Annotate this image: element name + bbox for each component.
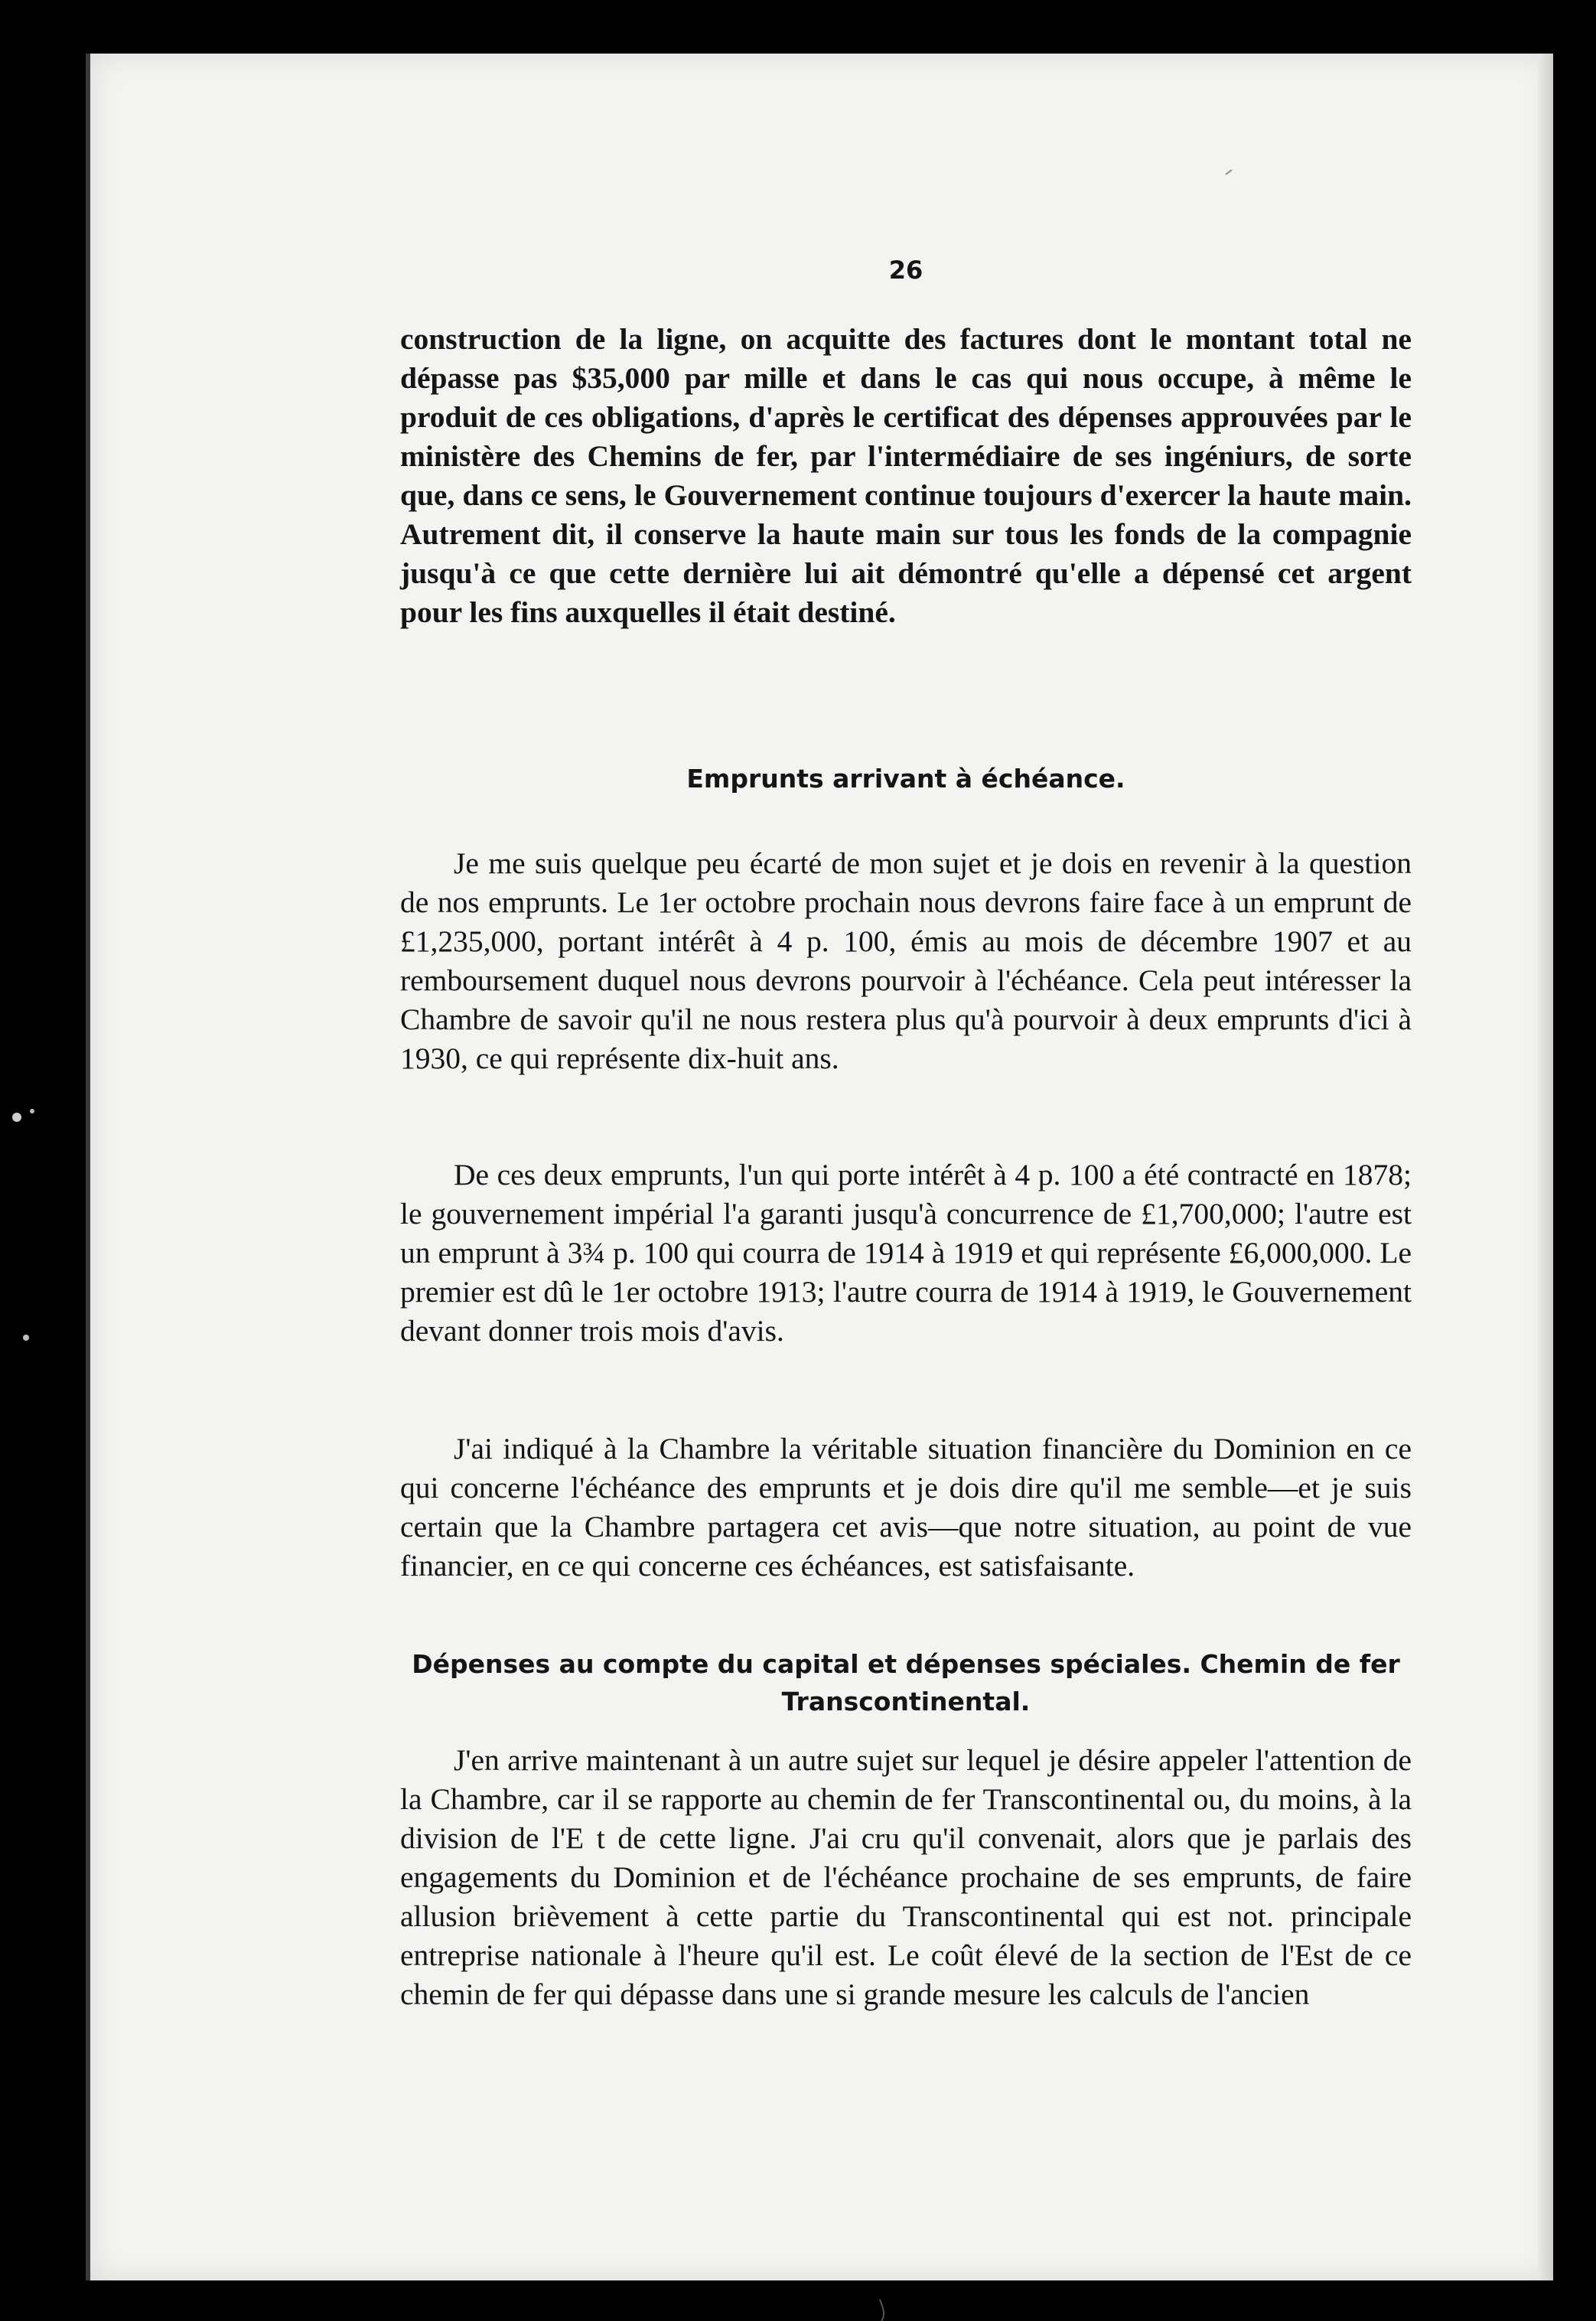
paragraph-transcontinental: J'en arrive maintenant à un autre sujet sur lequel je désire appeler l'attention de la Chambre, car il se rapporte au chemin de fer Transcontinental ou, du moins, à la division de l'E t de cette ligne. J'ai cru qu'il convenait, alors que je parlais des engagements du Dominion et de l'échéance prochaine de ses emprunts, de faire allusion brièvement à cette partie du Transcontinental qui est not. principale entreprise nationale à l'heure qu'il est. Le coût élevé de la section de l'Est de ce chemin de fer qui dépasse dans une si grande mesure les calculs de l'ancien bbox=[400, 1743, 1412, 2011]
speck-left-3 bbox=[23, 1335, 29, 1341]
speck-left-1 bbox=[12, 1113, 21, 1122]
paragraph-emprunts: Je me suis quelque peu écarté de mon sujet et je dois en revenir à la question de nos emprunts. Le 1er octobre prochain nous devrons faire face à un emprunt de £1,235,000, portant intérêt à 4 p. 100, émis au mois de décembre 1907 et au remboursement duquel nous devrons pourvoir à l'échéance. Cela peut intéresser la Chambre de savoir qu'il ne nous restera plus qu'à pourvoir à deux emprunts d'ici à 1930, ce qui représente dix-huit ans. bbox=[400, 846, 1412, 1075]
paragraph-construction: construction de la ligne, on acquitte des factures dont le montant total ne dépasse pas $35,000 par mille et dans le cas qui nous occupe, à même le produit de ces obligations, d'après le certificat des dépenses approuvées par le ministère des Chemins de fer, par l'intermédiaire de ses ingéniurs, de sorte que, dans ce sens, le Gouvernement continue toujours d'exercer la haute main. Autrement dit, il conserve la haute main sur tous les fonds de la compagnie jusqu'à ce que cette dernière lui ait démontré qu'elle a dépensé cet argent pour les fins auxquelles il était destiné. bbox=[400, 322, 1412, 629]
section-heading-depenses: Dépenses au compte du capital et dépenses spéciales. Chemin de fer Transcontinental. bbox=[412, 1649, 1400, 1716]
page-number: 26 bbox=[888, 256, 923, 285]
speck-bottom bbox=[880, 2300, 884, 2321]
paragraph-deux-emprunts: De ces deux emprunts, l'un qui porte intérêt à 4 p. 100 a été contracté en 1878; le gouvernement impérial l'a garanti jusqu'à concurrence de £1,700,000; l'autre est un emprunt à 3¾ p. 100 qui courra de 1914 à 1919 et qui représente £6,000,000. Le premier est dû le 1er octobre 1913; l'autre courra de 1914 à 1919, le Gouvernement devant donner trois mois d'avis. bbox=[400, 1158, 1412, 1348]
speck-left-2 bbox=[30, 1109, 34, 1113]
section-heading-emprunts: Emprunts arrivant à échéance. bbox=[686, 764, 1125, 794]
paragraph-situation-financiere: J'ai indiqué à la Chambre la véritable situation financière du Dominion en ce qui concerne l'échéance des emprunts et je dois dire qu'il me semble—et je suis certain que la Chambre partagera cet avis—que notre situation, au point de vue financier, en ce qui concerne ces échéances, est satisfaisante. bbox=[400, 1432, 1412, 1583]
speck-top bbox=[1226, 170, 1232, 174]
